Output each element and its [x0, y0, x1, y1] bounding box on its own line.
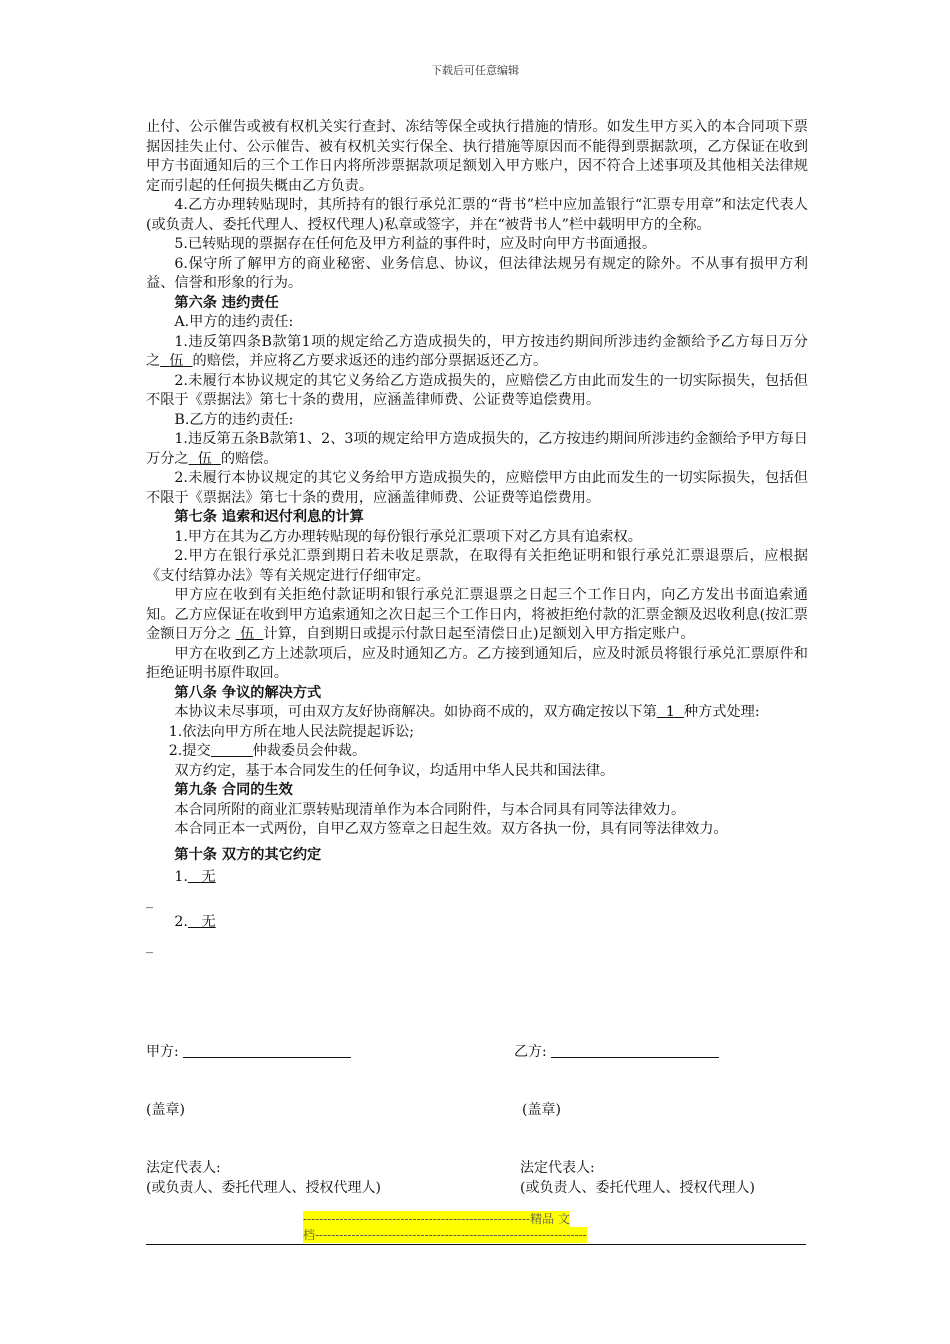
footer-rule [146, 1244, 806, 1245]
text: 的赔偿。 [220, 450, 278, 467]
paragraph [146, 742, 808, 762]
text: 2. [174, 914, 188, 930]
dash-line: _ [146, 937, 154, 954]
filled-text: 无 [201, 869, 216, 885]
party-a-signature-line [146, 1042, 351, 1062]
paragraph: 2.甲方在银行承兑汇票到期日若未收足票款，在取得有关拒绝证明和银行承兑汇票退票后，应根据《支付结算办法》等有关规定进行仔细审定。 [146, 548, 808, 584]
paragraph: 止付、公示催告或被有权机关实行查封、冻结等保全或执行措施的情形。如发生甲方买入的本合同项下票据因挂失止付、公示催告、被有权机关实行保全、执行措施等原因而不能得到票据款项，乙方保证在收到甲方书面通知后的三个工作日内将所涉票据款项足额划入甲方账户，因不符合上述事项及其他相关法律规定而引起的任何损失概由乙方负责。 [146, 119, 808, 194]
party-a-label: 甲方: [146, 1044, 179, 1060]
filled-text: 无 [201, 914, 216, 930]
paragraph [146, 703, 808, 723]
party-a-representative: 法定代表人: [146, 1160, 221, 1176]
paragraph: 甲方在收到乙方上述款项后，应及时通知乙方。乙方接到通知后，应及时派员将银行承兑汇票原件和拒绝证明书原件取回。 [146, 645, 808, 681]
article-8-heading: 第八条 争议的解决方式 [174, 684, 322, 701]
filled-text: 1 [665, 704, 675, 720]
paragraph: A.甲方的违约责任: [174, 314, 294, 330]
filled-value [657, 704, 684, 720]
text: 本协议未尽事项，可由双方友好协商解决。如协商不成的，双方确定按以下第 [174, 704, 657, 720]
paragraph: 2.未履行本协议规定的其它义务给乙方造成损失的，应赔偿乙方由此而发生的一切实际损失，包括但不限于《票据法》第七十条的费用，应涵盖律师费、公证费等追偿费用。 [146, 372, 808, 408]
party-a-seal: (盖章) [146, 1102, 185, 1118]
dash-line: _ [146, 892, 154, 909]
article-6-heading: 第六条 违约责任 [174, 294, 279, 311]
paragraph: 1.甲方在其为乙方办理转贴现的每份银行承兑汇票项下对乙方具有追索权。 [174, 528, 642, 545]
footer-watermark-line1: --------------------------------------------------------精品 文 [303, 1212, 570, 1226]
paragraph [146, 868, 808, 888]
paragraph [146, 430, 808, 469]
article-9-heading: 第九条 合同的生效 [174, 782, 293, 798]
party-b-signature-line [514, 1042, 719, 1062]
paragraph: 4.乙方办理转贴现时，其所持有的银行承兑汇票的“背书”栏中应加盖银行“汇票专用章”和法定代表人(或负责人、委托代理人、授权代理人)私章或签字，并在“被背书人”栏中载明甲方的全称。 [146, 197, 808, 233]
filled-text: 伍 [240, 626, 255, 642]
party-b-label: 乙方: [514, 1044, 547, 1060]
paragraph: 本合同所附的商业汇票转贴现清单作为本合同附件，与本合同具有同等法律效力。 [174, 801, 686, 818]
filled-value [189, 451, 221, 467]
paragraph [146, 913, 808, 933]
paragraph: 1.依法向甲方所在地人民法院提起诉讼; [168, 723, 415, 740]
article-7-heading: 第七条 追索和迟付利息的计算 [174, 509, 364, 525]
party-b-representative-note: (或负责人、委托代理人、授权代理人) [520, 1180, 755, 1196]
party-b-line [551, 1043, 719, 1058]
filled-value [188, 869, 216, 885]
text: 1. [174, 869, 188, 885]
text: 甲方应在收到有关拒绝付款证明和银行承兑汇票退票之日起三个工作日内，向乙方发出书面追索通知。乙方应保证在收到甲方追索通知之次日起三个工作日内，将被拒绝付款的汇票金额及迟收利息(按汇票金额日万分之 [146, 587, 808, 642]
contract-body [146, 118, 808, 956]
text: 计算，自到期日或提示付款日起至清偿日止)足额划入甲方指定账户。 [263, 626, 695, 642]
party-b-representative: 法定代表人: [520, 1160, 595, 1176]
filled-value [188, 914, 216, 930]
paragraph: 2.未履行本协议规定的其它义务给甲方造成损失的，应赔偿甲方由此而发生的一切实际损失，包括但不限于《票据法》第七十条的费用，应涵盖律师费、公证费等追偿费用。 [146, 470, 808, 506]
party-a-representative-note: (或负责人、委托代理人、授权代理人) [146, 1180, 381, 1196]
text: 仲裁委员会仲裁。 [252, 743, 367, 759]
paragraph: 5.已转贴现的票据存在任何危及甲方利益的事件时，应及时向甲方书面通报。 [174, 236, 657, 252]
filled-text: 伍 [197, 450, 212, 467]
paragraph [146, 586, 808, 645]
text: 1.违反第五条B款第1、2、3项的规定给甲方造成损失的，乙方按违约期间所涉违约金额给予甲方每日万分之 [146, 431, 808, 467]
paragraph [146, 333, 808, 372]
page-header: 下载后可任意编辑 [431, 64, 519, 77]
paragraph: 双方约定，基于本合同发生的任何争议，均适用中华人民共和国法律。 [174, 762, 615, 779]
paragraph: 6.保守所了解甲方的商业秘密、业务信息、协议，但法律法规另有规定的除外。不从事有损甲方利益、信誉和形象的行为。 [146, 255, 808, 291]
text: 种方式处理: [683, 704, 760, 720]
party-b-seal: (盖章) [522, 1102, 561, 1118]
text: 的赔偿，并应将乙方要求返还的违约部分票据返还乙方。 [192, 353, 548, 369]
filled-value [236, 626, 264, 642]
text: 2.提交 [168, 743, 211, 759]
paragraph: B.乙方的违约责任: [174, 411, 294, 428]
paragraph: 本合同正本一式两份，自甲乙双方签章之日起生效。双方各执一份，具有同等法律效力。 [174, 821, 728, 837]
article-10-heading: 第十条 双方的其它约定 [174, 846, 322, 863]
arbitration-blank [211, 742, 253, 757]
text: 1.违反第四条B款第1项的规定给乙方造成损失的，甲方按违约期间所涉违约金额给予乙方每日万分之 [146, 333, 808, 369]
filled-text: 伍 [169, 353, 184, 369]
footer-watermark-line2: 档------------------------------------------------------------------- [303, 1228, 587, 1242]
party-a-line [183, 1043, 351, 1058]
filled-value [160, 353, 192, 369]
